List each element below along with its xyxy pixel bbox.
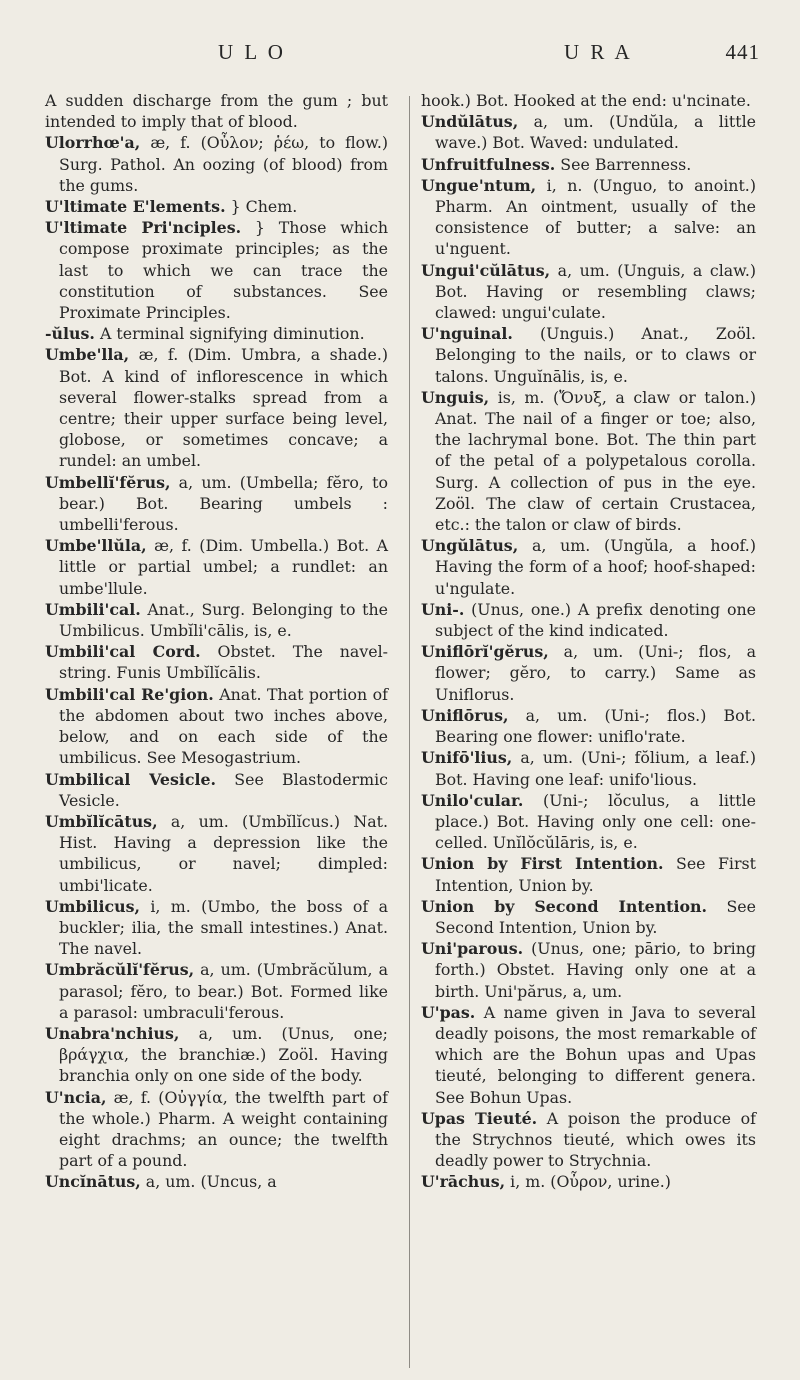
- entry-definition: a, um. (Uni-; flos, a flower; gĕro, to carry.) Same as Uniflorus.: [435, 642, 756, 704]
- entry-definition: æ, f. (Οὖλον; ῥέω, to flow.) Surg. Pathol. An oozing (of blood) from the gums.: [59, 133, 388, 195]
- dictionary-entry: [421, 154, 756, 175]
- dictionary-entry: [45, 344, 388, 471]
- entry-definition: See First Intention, Union by.: [435, 854, 756, 895]
- entry-definition: a, um. (Unguis, a claw.) Bot. Having or resembling claws; clawed: ungui'culate.: [435, 260, 756, 323]
- entry-definition: (Unus, one; pārio, to bring forth.) Obstet. Having only one at a birth. Uni'părus, a, um.: [435, 939, 756, 1001]
- entry-headword: Unfruitfulness.: [421, 154, 556, 174]
- dictionary-entry: [45, 217, 388, 323]
- entry-definition: See Barrenness.: [555, 154, 692, 174]
- dictionary-entry: [421, 1171, 756, 1192]
- entry-headword: U'rāchus,: [421, 1172, 506, 1192]
- entry-definition: a, um. (Uni-; flos.) Bot. Bearing one flower: uniflo'rate.: [435, 705, 756, 747]
- entry-headword: Umbe'llŭla,: [45, 536, 147, 556]
- dictionary-entry: [45, 769, 388, 811]
- dictionary-entry: [421, 175, 756, 260]
- dictionary-entry: [45, 196, 388, 217]
- header-left-guide-word: U L O: [218, 40, 286, 64]
- entry-definition: hook.) Bot. Hooked at the end: u'ncinate.: [421, 91, 751, 110]
- entry-headword: Ungue'ntum,: [421, 175, 537, 195]
- entry-definition: a, um. (Uni-; fŏlium, a leaf.) Bot. Having one leaf: unifo'lious.: [435, 748, 756, 789]
- entry-definition: a, um. (Umbĭlĭcus.) Nat. Hist. Having a depression like the umbilicus, or navel; dimpled: umbi'licate.: [59, 811, 388, 895]
- dictionary-entry: [421, 1002, 756, 1108]
- dictionary-entry: [45, 90, 388, 132]
- entry-headword: Umbe'lla,: [45, 345, 130, 365]
- entry-definition: A name given in Java to several deadly poisons, the most remarkable of which are the Bohun upas and Upas tieuté, belonging to different genera. See Bohun Upas.: [435, 1002, 756, 1107]
- entry-definition: A terminal signifying diminution.: [94, 324, 365, 344]
- entry-headword: U'ncia,: [45, 1087, 107, 1107]
- entry-headword: Umbĭlĭcātus,: [45, 811, 158, 831]
- entry-definition: Obstet. The navel-string. Funis Umbĭlĭcālis.: [59, 642, 388, 683]
- entry-headword: Umbili'cal.: [45, 599, 141, 619]
- dictionary-entry: [421, 641, 756, 705]
- column-divider: [409, 96, 410, 1368]
- left-column: [45, 90, 388, 1193]
- dictionary-entry: [421, 535, 756, 599]
- entry-headword: Uni-.: [421, 599, 465, 619]
- dictionary-entry: [45, 599, 388, 641]
- entry-definition: a, um. (Undŭla, a little wave.) Bot. Waved: undulated.: [435, 112, 756, 153]
- entry-headword: Uniflōrus,: [421, 705, 509, 725]
- entry-headword: U'pas.: [421, 1002, 476, 1022]
- entry-headword: Umbellĭ'fĕrus,: [45, 472, 171, 492]
- dictionary-entry: [45, 323, 388, 344]
- entry-definition: See Blastodermic Vesicle.: [59, 769, 388, 810]
- entry-definition: (Unus, one.) A prefix denoting one subject of the kind indicated.: [435, 599, 756, 641]
- dictionary-entry: [45, 959, 388, 1023]
- running-header: [52, 40, 760, 70]
- entry-headword: Unguis,: [421, 387, 490, 407]
- dictionary-entry: [421, 747, 756, 789]
- dictionary-entry: [421, 896, 756, 938]
- dictionary-entry: [421, 938, 756, 1002]
- entry-definition: } Those which compose proximate principles; as the last to which we can trace the constitution of substances. See Proximate Principles.: [59, 218, 389, 323]
- dictionary-entry: [421, 705, 756, 747]
- entry-headword: Uncĭnātus,: [45, 1172, 141, 1192]
- entry-definition: Anat., Surg. Belonging to the Umbilicus. Umbĭli'cālis, is, e.: [59, 599, 388, 641]
- entry-definition: Anat. That portion of the abdomen about two inches above, below, and on each side of the umbilicus. See Mesogastrium.: [59, 684, 388, 768]
- entry-headword: Ungŭlātus,: [421, 536, 519, 556]
- entry-definition: æ, f. (Dim. Umbella.) Bot. A little or partial umbel; a rundlet: an umbe'llule.: [59, 536, 388, 598]
- entry-headword: Umbilical Vesicle.: [45, 769, 217, 789]
- entry-headword: -ŭlus.: [45, 324, 95, 344]
- entry-headword: Undŭlātus,: [421, 112, 519, 132]
- entry-definition: a, um. (Umbrăcŭlum, a parasol; fĕro, to bear.) Bot. Formed like a parasol: umbraculi'ferous.: [59, 960, 388, 1022]
- entry-definition: a, um. (Unus, one; βράγχια, the branchiæ.) Zoöl. Having branchia only on one side of the body.: [59, 1023, 388, 1086]
- dictionary-entry: [45, 896, 388, 960]
- entry-definition: is, m. (Ὄνυξ, a claw or talon.) Anat. The nail of a finger or toe; also, the lachrymal bone. Bot. The thin part of the petal of a polypetalous corolla. Surg. A collection of pus in the eye. Zoöl. The claw of certain Crustacea, etc.: the talon or claw of birds.: [435, 387, 756, 535]
- dictionary-entry: [45, 535, 388, 599]
- entry-headword: Uniflōrĭ'gĕrus,: [421, 642, 549, 662]
- dictionary-entry: [45, 132, 388, 196]
- dictionary-entry: [45, 1087, 388, 1172]
- dictionary-entry: [421, 853, 756, 895]
- entry-headword: Ulorrhœ'a,: [45, 133, 141, 153]
- entry-definition: i, m. (Οὖρον, urine.): [505, 1172, 671, 1192]
- entry-headword: Uni'parous.: [421, 939, 524, 959]
- dictionary-entry: [45, 472, 388, 536]
- entry-definition: æ, f. (Dim. Umbra, a shade.) Bot. A kind of inflorescence in which several flower-stalks spread from a centre; their upper surface being level, globose, or sometimes concave; a rundel: an umbel.: [59, 345, 388, 471]
- entry-definition: a, um. (Umbella; fĕro, to bear.) Bot. Bearing umbels : umbelli'ferous.: [59, 472, 388, 535]
- dictionary-entry: [421, 1108, 756, 1172]
- entry-headword: Umbili'cal Cord.: [45, 642, 201, 662]
- entry-definition: i, n. (Unguo, to anoint.) Pharm. An ointment, usually of the consistence of butter; a salve: an u'nguent.: [435, 175, 756, 259]
- entry-definition: i, m. (Umbo, the boss of a buckler; ilia, the small intestines.) Anat. The navel.: [59, 896, 388, 959]
- entry-definition: æ, f. (Οὐγγία, the twelfth part of the whole.) Pharm. A weight containing eight drachms; an ounce; the twelfth part of a pound.: [59, 1087, 388, 1171]
- entry-headword: Union by First Intention.: [421, 854, 664, 874]
- dictionary-entry: [45, 1023, 388, 1087]
- page-number: 441: [725, 40, 760, 64]
- entry-headword: U'ltimate Pri'nciples.: [45, 218, 242, 238]
- dictionary-entry: [421, 599, 756, 641]
- dictionary-entry: [45, 1171, 388, 1192]
- entry-definition: } Chem.: [225, 197, 298, 217]
- entry-headword: Unabra'nchius,: [45, 1023, 180, 1043]
- entry-headword: Ungui'cŭlātus,: [421, 260, 551, 280]
- header-right-guide-word: U R A: [564, 40, 633, 64]
- entry-headword: Umbilicus,: [45, 896, 141, 916]
- dictionary-entry: [45, 811, 388, 896]
- entry-headword: U'ltimate E'lements.: [45, 197, 226, 217]
- dictionary-entry: [421, 260, 756, 324]
- entry-headword: Umbrăcŭlĭ'fĕrus,: [45, 960, 195, 980]
- right-column: [421, 90, 756, 1193]
- entry-headword: Umbili'cal Re'gion.: [45, 684, 214, 704]
- entry-definition: A poison the produce of the Strychnos tieuté, which owes its deadly power to Strychnia.: [435, 1108, 756, 1171]
- entry-headword: Unifō'lius,: [421, 748, 513, 768]
- entry-definition: (Uni-; lŏculus, a little place.) Bot. Having only one cell: one-celled. Unĭlŏcŭlāris, is, e.: [435, 790, 756, 853]
- entry-definition: (Unguis.) Anat., Zoöl. Belonging to the nails, or to claws or talons. Unguĭnālis, is, e.: [435, 324, 756, 386]
- dictionary-entry: [421, 323, 756, 387]
- entry-definition: A sudden discharge from the gum ; but intended to imply that of blood.: [45, 91, 388, 132]
- dictionary-entry: [421, 90, 756, 111]
- entry-definition: See Second Intention, Union by.: [435, 896, 756, 937]
- entry-headword: Upas Tieuté.: [421, 1108, 538, 1128]
- dictionary-entry: [421, 387, 756, 535]
- entry-headword: Unilo'cular.: [421, 790, 524, 810]
- dictionary-entry: [421, 111, 756, 153]
- entry-headword: Union by Second Intention.: [421, 896, 708, 916]
- dictionary-entry: [45, 684, 388, 769]
- entry-definition: a, um. (Uncus, a: [140, 1172, 277, 1192]
- dictionary-entry: [421, 790, 756, 854]
- dictionary-entry: [45, 641, 388, 683]
- entry-headword: U'nguinal.: [421, 324, 513, 344]
- entry-definition: a, um. (Ungŭla, a hoof.) Having the form of a hoof; hoof-shaped: u'ngulate.: [435, 536, 756, 598]
